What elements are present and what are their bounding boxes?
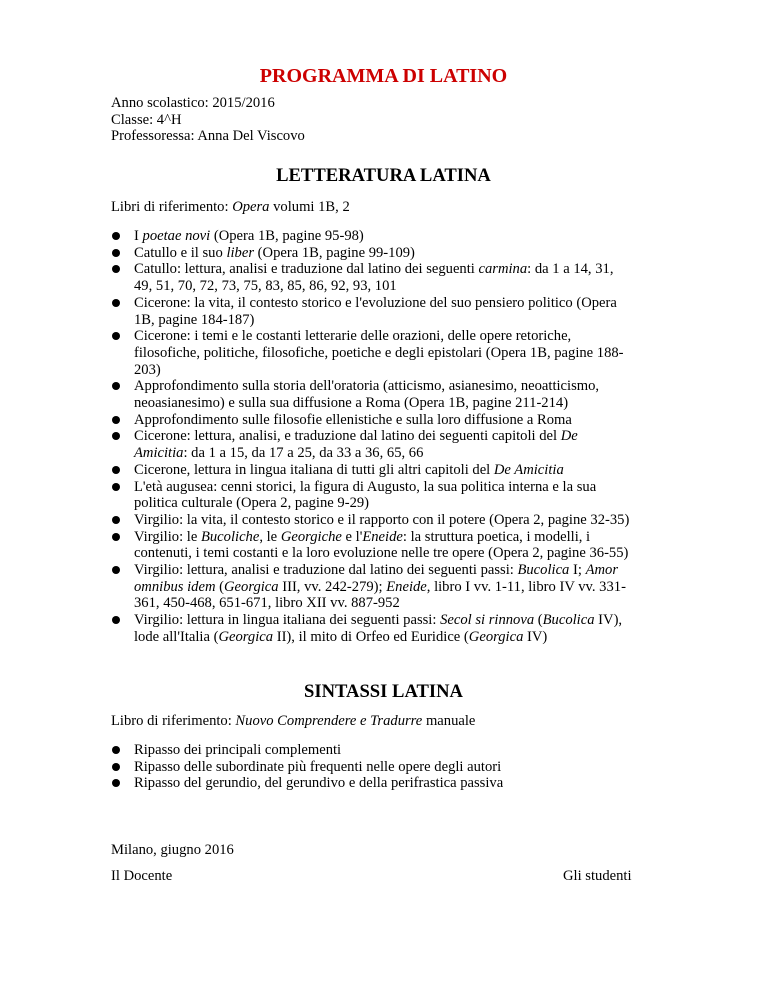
list-item-line [134, 261, 656, 278]
list-item-line [134, 612, 656, 629]
list-item-line [134, 362, 656, 379]
section-heading-letteratura: LETTERATURA LATINA [276, 165, 491, 186]
bullet-icon [112, 566, 120, 574]
teacher-signature-label: Il Docente [111, 868, 173, 884]
text-run: Cicerone: i temi e le costanti letterarie delle orazioni, delle opere retoriche, [134, 328, 572, 345]
italic-text: Georgiche [280, 528, 342, 545]
bullet-icon [112, 483, 120, 491]
list-item-line [134, 545, 656, 562]
text-run: Ripasso del gerundio, del gerundivo e della perifrastica passiva [134, 775, 504, 792]
italic-text: Nuovo Comprendere e Tradurre [235, 713, 423, 729]
list-item [111, 261, 656, 294]
bullet-icon [112, 432, 120, 440]
list-item-line [134, 328, 656, 345]
section-heading-sintassi: SINTASSI LATINA [304, 681, 463, 702]
list-item [111, 529, 656, 562]
text-run: Cicerone, lettura in lingua italiana di tutti gli altri capitoli del [134, 461, 494, 478]
document-meta [111, 95, 305, 145]
list-item-line [134, 412, 656, 429]
bullet-icon [112, 763, 120, 771]
text-run: 361, 450-468, 651-671, libro XII vv. 887-952 [134, 595, 400, 612]
text-run: contenuti, i temi costanti e la loro evoluzione nelle tre opere (Opera 2, pagine 36-55) [134, 545, 629, 562]
list-item-line [134, 462, 656, 479]
teacher-name: Professoressa: Anna Del Viscovo [111, 128, 305, 145]
bullet-icon [112, 533, 120, 541]
text-run: Cicerone: lettura, analisi, e traduzione dal latino dei seguenti capitoli del [134, 428, 561, 445]
italic-text: omnibus idem [134, 578, 216, 595]
document-title: PROGRAMMA DI LATINO [259, 65, 508, 87]
list-item-line [134, 742, 656, 759]
list-item-line [134, 562, 656, 579]
list-item [111, 428, 656, 461]
list-item-line [134, 245, 656, 262]
italic-text: Bucolica [542, 612, 595, 629]
text-run: IV) [523, 628, 548, 645]
list-item [111, 775, 656, 792]
bullet-icon [112, 779, 120, 787]
italic-text: poetae novi [142, 228, 211, 244]
letteratura-topic-list [111, 228, 656, 646]
list-item [111, 295, 656, 328]
text-run: Virgilio: la vita, il contesto storico e il rapporto con il potere (Opera 2, pagine 32-35) [134, 511, 630, 528]
list-item [111, 759, 656, 776]
bullet-icon [112, 382, 120, 390]
text-run: manuale [422, 713, 476, 729]
place-date: Milano, giugno 2016 [111, 842, 234, 858]
students-signature-label: Gli studenti [563, 868, 632, 884]
text-run: : da 1 a 15, da 17 a 25, da 33 a 36, 65, 66 [183, 445, 424, 462]
bullet-icon [112, 265, 120, 273]
italic-text: De [560, 428, 578, 445]
text-run: volumi 1B, 2 [269, 199, 350, 215]
list-item-line [134, 345, 656, 362]
italic-text: carmina [478, 261, 528, 278]
list-item-line [134, 495, 656, 512]
text-run: 49, 51, 70, 72, 73, 75, 83, 85, 86, 92, 93, 101 [134, 278, 397, 295]
text-run: L'età augusea: cenni storici, la figura di Augusto, la sua politica interna e la sua [134, 478, 597, 495]
text-run: IV), [594, 612, 623, 629]
text-run: Cicerone: la vita, il contesto storico e l'evoluzione del suo pensiero politico (Opera [134, 294, 617, 311]
text-run: filosofiche, politiche, filosofiche, poetiche e degli epistolari (Opera 1B, pagine 188- [134, 344, 624, 361]
text-run: Approfondimento sulla storia dell'oratoria (atticismo, asianesimo, neoatticismo, [134, 378, 600, 395]
list-item [111, 412, 656, 429]
list-item-line [134, 428, 656, 445]
italic-text: Georgica [224, 578, 279, 595]
italic-text: Bucolica [517, 562, 570, 579]
text-run: Libro di riferimento: [111, 713, 236, 729]
text-run: politica culturale (Opera 2, pagine 9-29) [134, 495, 370, 512]
bullet-icon [112, 466, 120, 474]
text-run: neoasianesimo) e sulla sua diffusione a Roma (Opera 1B, pagine 211-214) [134, 395, 569, 412]
text-run: Approfondimento sulle filosofie ellenistiche e sulla loro diffusione a Roma [134, 411, 572, 428]
list-item-line [134, 395, 656, 412]
text-run: 203) [134, 361, 161, 378]
list-item [111, 612, 656, 645]
bullet-icon [112, 299, 120, 307]
list-item-line [134, 445, 656, 462]
italic-text: Georgica [468, 628, 524, 645]
text-run: : la struttura poetica, i modelli, i [402, 528, 591, 545]
bullet-icon [112, 332, 120, 340]
list-item-line [134, 295, 656, 312]
list-item-line [134, 775, 656, 792]
list-item-line [134, 629, 656, 646]
text-run: Ripasso dei principali complementi [134, 742, 342, 758]
list-item-line [134, 479, 656, 496]
list-item-line [134, 595, 656, 612]
text-run: Virgilio: lettura in lingua italiana dei seguenti passi: [134, 612, 441, 629]
italic-text: Bucoliche [200, 528, 260, 545]
list-item [111, 328, 656, 378]
list-item [111, 245, 656, 262]
list-item [111, 462, 656, 479]
list-item [111, 378, 656, 411]
italic-text: Amor [585, 562, 618, 579]
text-run: Libri di riferimento: [111, 199, 233, 215]
text-run: (Opera 1B, pagine 99-109) [254, 244, 415, 261]
list-item-line [134, 512, 656, 529]
bullet-icon [112, 746, 120, 754]
list-item [111, 512, 656, 529]
text-run: ( [534, 612, 543, 629]
italic-text: liber [226, 244, 255, 261]
text-run: Catullo: lettura, analisi e traduzione dal latino dei seguenti [134, 261, 479, 278]
letteratura-reference [111, 199, 350, 216]
text-run: Catullo e il suo [134, 244, 227, 261]
italic-text: Eneide [386, 578, 427, 595]
text-run: Ripasso delle subordinate più frequenti nelle opere degli autori [134, 758, 502, 775]
text-run: III, vv. 242-279); [278, 578, 387, 595]
sintassi-reference [111, 713, 475, 730]
text-run: Virgilio: lettura, analisi e traduzione dal latino dei seguenti passi: [134, 562, 518, 579]
sintassi-topic-list [111, 742, 656, 792]
text-run: , libro I vv. 1-11, libro IV vv. 331- [426, 578, 626, 595]
list-item [111, 228, 656, 245]
list-item-line [134, 312, 656, 329]
bullet-icon [112, 516, 120, 524]
list-item [111, 562, 656, 612]
italic-text: De Amicitia [493, 461, 564, 478]
school-year: Anno scolastico: 2015/2016 [111, 95, 275, 111]
text-run: Virgilio: le [134, 528, 201, 545]
text-run: I; [569, 562, 586, 579]
bullet-icon [112, 232, 120, 240]
text-run: I [134, 228, 143, 244]
italic-text: Opera [232, 199, 270, 215]
bullet-icon [112, 249, 120, 257]
list-item-line [134, 228, 656, 245]
text-run: 1B, pagine 184-187) [134, 311, 255, 328]
text-run: : da 1 a 14, 31, [527, 261, 614, 278]
text-run: (Opera 1B, pagine 95-98) [210, 228, 364, 244]
list-item-line [134, 378, 656, 395]
italic-text: Amicitia [134, 445, 184, 462]
italic-text: Georgica [218, 628, 274, 645]
bullet-icon [112, 416, 120, 424]
list-item [111, 479, 656, 512]
text-run: lode all'Italia ( [134, 628, 219, 645]
italic-text: Eneide [362, 528, 403, 545]
text-run: e l' [341, 528, 363, 545]
text-run: II), il mito di Orfeo ed Euridice ( [273, 628, 469, 645]
bullet-icon [112, 616, 120, 624]
list-item-line [134, 278, 656, 295]
class-name: Classe: 4^H [111, 111, 182, 128]
italic-text: Secol si rinnova [440, 612, 535, 629]
text-run: ( [215, 578, 224, 595]
list-item [111, 742, 656, 759]
list-item-line [134, 529, 656, 546]
list-item-line [134, 579, 656, 596]
text-run: , le [259, 528, 281, 545]
list-item-line [134, 759, 656, 776]
